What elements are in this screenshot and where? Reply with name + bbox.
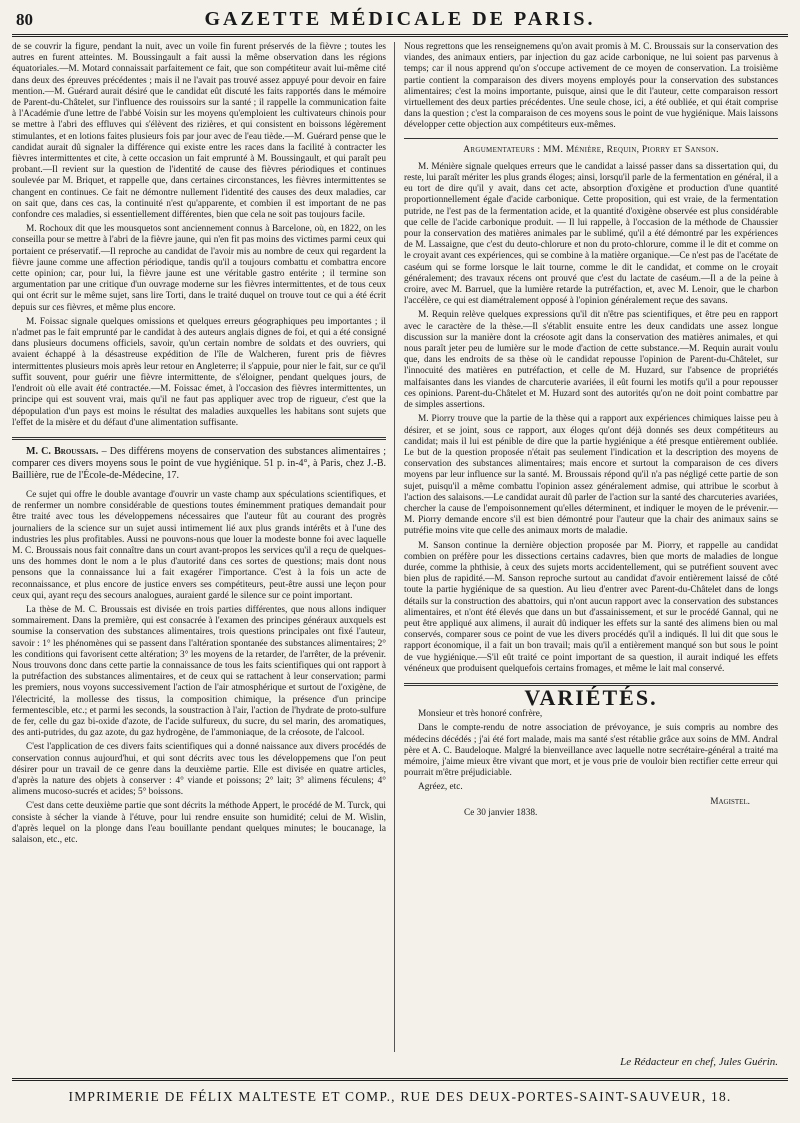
newspaper-page	[12, 8, 788, 1116]
column-rule	[394, 42, 395, 1052]
paragraph: C'est dans cette deuxième partie que sont décrits la méthode Appert, le procédé de M. Turck, qui consiste à sécher la viande à l'étuve, pour lui rendre ensuite son humidité; celui de M. Wislin, d'après lequel on la plonge dans l'eau bouillante pendant quelques minutes; le boucanage, la salaison, etc., etc.	[12, 801, 386, 845]
paragraph: C'est l'application de ces divers faits scientifiques qui a donné naissance aux divers procédés de conservation connus aujourd'hui, et qui sont décrits avec tous les développemens que l'on peut désirer pour un travail de ce genre dans la deuxième partie. Elle est divisée en quatre articles, d'après la nature des objets à conserver : 4° viande et poissons; 2° lait; 3° alimens féculens; 4° alimens mucoso-sucrés et acides; 5° boissons.	[12, 742, 386, 798]
section-divider	[12, 437, 386, 440]
paragraph: de se couvrir la figure, pendant la nuit, avec un voile fin furent préservés de la fièvre ; toutes les autres en furent atteintes. M. Boussingault a fait aussi la même observation dans les régions équatoriales.—M. Motard connaissait parfaitement ce fait, que son compétiteur avait lui-même cité dans deux des épreuves précédentes ; mais il ne l'avait pas trouvé assez appuyé pour devoir en faire mention.—M. Guérard aurait désiré que le candidat eût discuté les faits rapportés dans le mémoire de Parent-du-Châtelet, sur l'influence des rouissoirs sur la santé ; il rappelle la communication faite à l'Académie d'une lettre de l'abbé Voisin sur les moyens qu'emploient les cultivateurs chinois pour se mettre à l'abri des effluves qui s'élèvent des rizières, et qui consistent en boissons légèrement stimulantes, et en lotions faites plusieurs fois par jour avec de l'eau tiède.—M. Guérard pense que le candidat aurait dû signaler la différence qui existe entre les races dans la facilité à contracter les fièvres intermittentes et cite, à cette occasion un fait emprunté à M. Boussingault, et qui paraît peu probant.—Il revient sur la question de l'identité de cause des fièvres périodiques et continues soulevée par M. Briquet, et rappelle que, dans certaines circonstances, les fièvres intermittentes se changent en continues. Ce fait ne démontre nullement l'identité des causes des deux maladies, car on sait que, dans ces cas, la continuité n'est qu'apparente, et combien il est important de ne pas confondre ces maladies, si essentiellement différentes, bien que cela ne soit pas toujours facile.	[12, 42, 386, 221]
page-number: 80	[16, 10, 33, 29]
paragraph: M. Foissac signale quelques omissions et quelques erreurs géographiques peu importantes ; il n'admet pas le fait emprunté par le candidat à des auteurs anglais dignes de foi, et qui a été consigné dans plusieurs documens officiels, savoir, qu'un certain nombre de soldats et des ouvriers, qui avaient échappé à la désastreuse expédition de l'île de Walcheren, furent pris de fièvres intermittentes plusieurs mois après leur retour en Angleterre; il s'appuie, pour nier le fait, sur ce qu'il suffit souvent, pour guérir une fièvre intermittente, de s'éloigner, pendant quelques jours, de l'endroit où elle avait été contractée.—M. Foissac émet, à l'occasion des fièvres intermittentes, un principe qui est souvent vrai, mais qu'il ne faut pas appliquer avec trop de rigueur, c'est que la dépopulation d'un pays est moins le résultat des maladies auxquelles les habitans sont sujets que l'effet de la misère et du défaut d'une alimentation suffisante.	[12, 316, 386, 428]
paragraph: Ce sujet qui offre le double avantage d'ouvrir un vaste champ aux spéculations scientifiques, et de renfermer un nombre considérable de questions toutes éminemment pratiques demandait pour être traité avec tous les développemens nécessaires que l'auteur fût au courant des progrès journaliers de la science sur un sujet aussi intimement lié aux plus grands intérêts et à l'une des industries les plus profitables. Aussi ne pouvons-nous que louer la modeste bonne foi avec laquelle M. C. Broussais nous fait connaître dans un court avant-propos les services qu'il a reçu de quelques-uns des hommes dont le nom a le plus d'autorité dans ces sortes de questions; mais dont nous pensons que la connaissance lui a fait exagérer l'importance. C'est à la fois un acte de reconnaissance, et plus encore de justice envers ses compétiteurs, peut-être aussi une leçon pour ceux qui, ayant reçu des secours analogues, auraient gardé le silence sur ce point important.	[12, 489, 386, 601]
paragraph: M. Ménière signale quelques erreurs que le candidat a laissé passer dans sa dissertation qui, du reste, lui paraît mériter les plus grands éloges; ainsi, lorsqu'il parle de la fermentation en général, il a eu tort de dire qu'il y avait, dans cet acte, absorption d'oxigène et production d'une quantité proportionnellement égale d'acide carbonique. Cette proposition, qui est vraie, de la fermentation putride, ne l'est pas de la fermentation acide, et la quantité d'oxigène observée est plus considérable que celle de l'acide carbonique produit. — Il lui rappelle, à l'occasion de la méthode de Chaussier pour la conservation des matières animales par le sublimé, qu'il a été démontré par les expériences de M. Lassaigne, que c'est du deuto-chlorure et non du proto-chlorure, comme il le dit et comme on le croyait avant ces expériences, qui se combine à la matière organique.—Ce n'est pas de l'acétate de caséum qui se forme lorsque le lait tourne, comme le dit le candidat, et comme on le croyait généralement; des travaux récens ont prouvé que c'est du lactate de caséum.—Il a de la peine à croire, avec M. Barruel, que la lumière retarde la putréfaction, et, avec M. Lenoir, que le charbon l'accélère, ce qui est diamétralement opposé à l'opinion généralement reçue des savans.	[404, 161, 778, 307]
paragraph: M. Piorry trouve que la partie de la thèse qui a rapport aux expériences chimiques laisse peu à désirer, et se joint, sous ce rapport, aux éloges qu'ont déjà donnés ses deux compétiteurs au candidat; mais il lui est pénible de dire que la partie hygiénique a été presque entièrement oubliée. Le but de la question proposée n'était pas seulement l'indication et la description des moyens de conservation des substances alimentaires; mais encore et surtout la comparaison de ces divers moyens par leur influence sur la santé. M. Broussais répond qu'il n'a pas négligé cette partie de son sujet, puisqu'il a même combattu l'opinion assez généralement admise, qui attribue le scorbut à l'action des salaisons.—Le candidat aurait dû parler de l'action sur la santé des charcuteries avariées, chercher la cause de l'empoisonnement qu'elles déterminent, et indiquer le moyen de le prévenir.—M. Piorry demande encore s'il est bien démontré pour l'auteur que la chair des animaux sains se putréfie moins vite que celle des animaux morts de maladie.	[404, 414, 778, 537]
editor-signature: Le Rédacteur en chef, Jules Guérin.	[620, 1056, 778, 1068]
paragraph: M. Rochoux dit que les mousquetos sont anciennement connus à Barcelone, où, en 1822, on les conseilla pour se mettre à l'abri de la fièvre jaune, qui n'en fit pas moins des victimes parmi ceux qui portaient ce préservatif.—Il reproche au candidat de l'avoir mis au nombre de ceux qui regardent la fièvre jaune comme une affection périodique, tandis qu'il a toujours combattu et combattra encore cette opinion; car, pour lui, la fièvre jaune est une véritable gastro entérite ; il termine son argumentation par une critique d'un ouvrage moderne sur les fièvres intermittentes, et de tous ceux qui ont écrit sur le même sujet, sans lire Torti, dans le traité duquel on trouve tout ce qui a été écrit depuis sur ces fièvres, et même plus encore.	[12, 224, 386, 313]
varietes-heading: VARIÉTÉS.	[524, 684, 658, 710]
paragraph: La thèse de M. C. Broussais est divisée en trois parties différentes, que nous allons indiquer sommairement. Dans la première, qui est consacrée à l'examen des principes généraux auxquels est soumise la conservation des substances alimentaires, trois questions principales ont fixé l'auteur, savoir : 1° les phénomènes qui se passent dans l'altération spontanée des substances alimentaires; 2° les conditions qui favorisent cette altération; 3° les moyens de la retarder, de l'arrêter, de la prévenir. Nous trouvons donc dans cette partie la connaissance de tous les faits scientifiques qui ont rapport à la putréfaction des substances alimentaires, et de ceux qui se rattachent à leur conservation; parmi les premiers, nous voyons successivement l'action de l'air atmosphérique et surtout de l'oxigène, de l'électricité, la mollesse des tissus, la composition chimique, la présence d'un principe fermentescible, etc.; et parmi les seconds, la soustraction à l'air, l'action de l'hydrate de proto-sulfure de fer, celle du gaz bi-oxide d'azote, de l'acide sulfureux, du sucre, du sel marin, des aromatiques, des anti-putrides, du gaz azote, du gaz hydrogène, de l'ammoniaque, de la créosote, de l'alcool.	[12, 604, 386, 739]
section-divider	[404, 138, 778, 139]
letter-date: Ce 30 janvier 1838.	[464, 807, 538, 818]
book-title: – Des différens moyens de conservation des substances alimentaires ; comparer ces divers moyens sous le point de vue hygiénique. 51 p. in-4°, à Paris, chez J.-B. Baillière, rue de l'École-de-Médecine, 17.	[12, 445, 386, 481]
journal-title: GAZETTE MÉDICALE DE PARIS.	[204, 8, 596, 30]
letter-salutation: Monsieur et très honoré confrère,	[418, 709, 543, 720]
paragraph: Nous regrettons que les renseignemens qu'on avait promis à M. C. Broussais sur la conservation des viandes, des animaux entiers, par injection du gaz acide carbonique, ne lui soient pas parvenus à temps; car il nous apprend qu'on s'occupe activement de ce moyen de conservation. La troisième partie contient la comparaison des divers moyens employés pour la conservation des substances alimentaires; c'est la moins importante, puisque, ainsi que le dit l'auteur, cette comparaison ressort virtuellement des deux parties précédentes. Une seule chose, ici, a été oubliée, et qui était comprise dans la question ; c'est la comparaison de ces moyens sous le point de vue hygiénique. Mais laissons développer cette objection aux compétiteurs eux-mêmes.	[404, 42, 778, 131]
argumentateurs-heading: Argumentateurs : MM. Ménière, Requin, Piorry et Sanson.	[463, 144, 719, 155]
right-column	[404, 42, 778, 1056]
paragraph: M. Sanson continue la dernière objection proposée par M. Piorry, et rappelle au candidat combien on préfère pour les dissections certains cadavres, bien que morts de maladies de longue durée, comme la phthisie, à ceux des sujets morts accidentellement, qui se putréfient souvent avec bien plus de rapidité.—M. Sanson reproche surtout au candidat d'avoir entièrement laissé de côté toute la partie hygiénique de sa question. Au lieu d'entrer avec Parent-du-Châtelet dans de longs détails sur la construction des abattoirs, qui n'ont aucun rapport avec la conservation des substances alimentaires, et n'ont été élevés que dans un but d'assainissement, et sur le procédé Gannal, qui ne peut être appliqué aux alimens, il aurait dû indiquer les effets sur la santé des alimens bien ou mal conservés, comparer sous ce point de vue les divers procédés qu'il a indiqués. Il lui dit que sous le rapport économique, il a fait un bon travail; mais qu'il a entièrement manqué son but sous le point de vue hygiénique.—S'il eût traité ce point important de sa question, il aurait indiqué les effets vénéneux que produisent quelquefois certains fromages, et même le lait mal conservé.	[404, 540, 778, 674]
left-column	[12, 42, 386, 1056]
paragraph: M. Requin relève quelques expressions qu'il dit n'être pas scientifiques, et être peu en rapport avec le caractère de la thèse.—Il s'établit ensuite entre les deux candidats une assez longue discussion sur la manière dont la créosote agit dans la conservation des matières animales, et qui nous paraît jeter peu de lumière sur le mode d'action de cette substance.—M. Requin aurait voulu que, dans les endroits de sa thèse où le candidat repousse l'opinion de Parent-du-Châtelet, sur l'innocuité des matières en putréfaction, et celle de M. Huzard, sur l'absence de propriétés malfaisantes dans les viandes de charcuterie avariées, il eût fourni les motifs qu'il a pour repousser ces opinions. Parent-du-Châtelet et M. Huzard sont des autorités qu'on ne doit point combattre par de simples assertions.	[404, 310, 778, 411]
letter-closing: Agréez, etc.	[418, 782, 463, 793]
printer-imprint: IMPRIMERIE DE FÉLIX MALTESTE ET COMP., RUE DES DEUX-PORTES-SAINT-SAUVEUR, 18.	[12, 1078, 788, 1123]
letter-body: Dans le compte-rendu de notre association de prévoyance, je suis compris au nombre des médecins décédés ; j'ai été fort malade, mais ma santé s'est rétablie grâce aux soins de MM. Andral père et A. C. Baudeloque. Malgré la bienveillance avec laquelle notre secrétaire-général a traité ma mémoire, j'aime mieux être vivant que mort, et je vous prie de vouloir bien rectifier cette erreur qui pourrait m'être préjudiciable.	[404, 723, 778, 779]
page-header	[12, 8, 788, 37]
letter-signature: Magistel.	[710, 796, 750, 807]
book-author: M. C. Broussais.	[26, 445, 99, 457]
article-columns	[12, 42, 788, 1056]
book-review-heading	[12, 446, 386, 482]
